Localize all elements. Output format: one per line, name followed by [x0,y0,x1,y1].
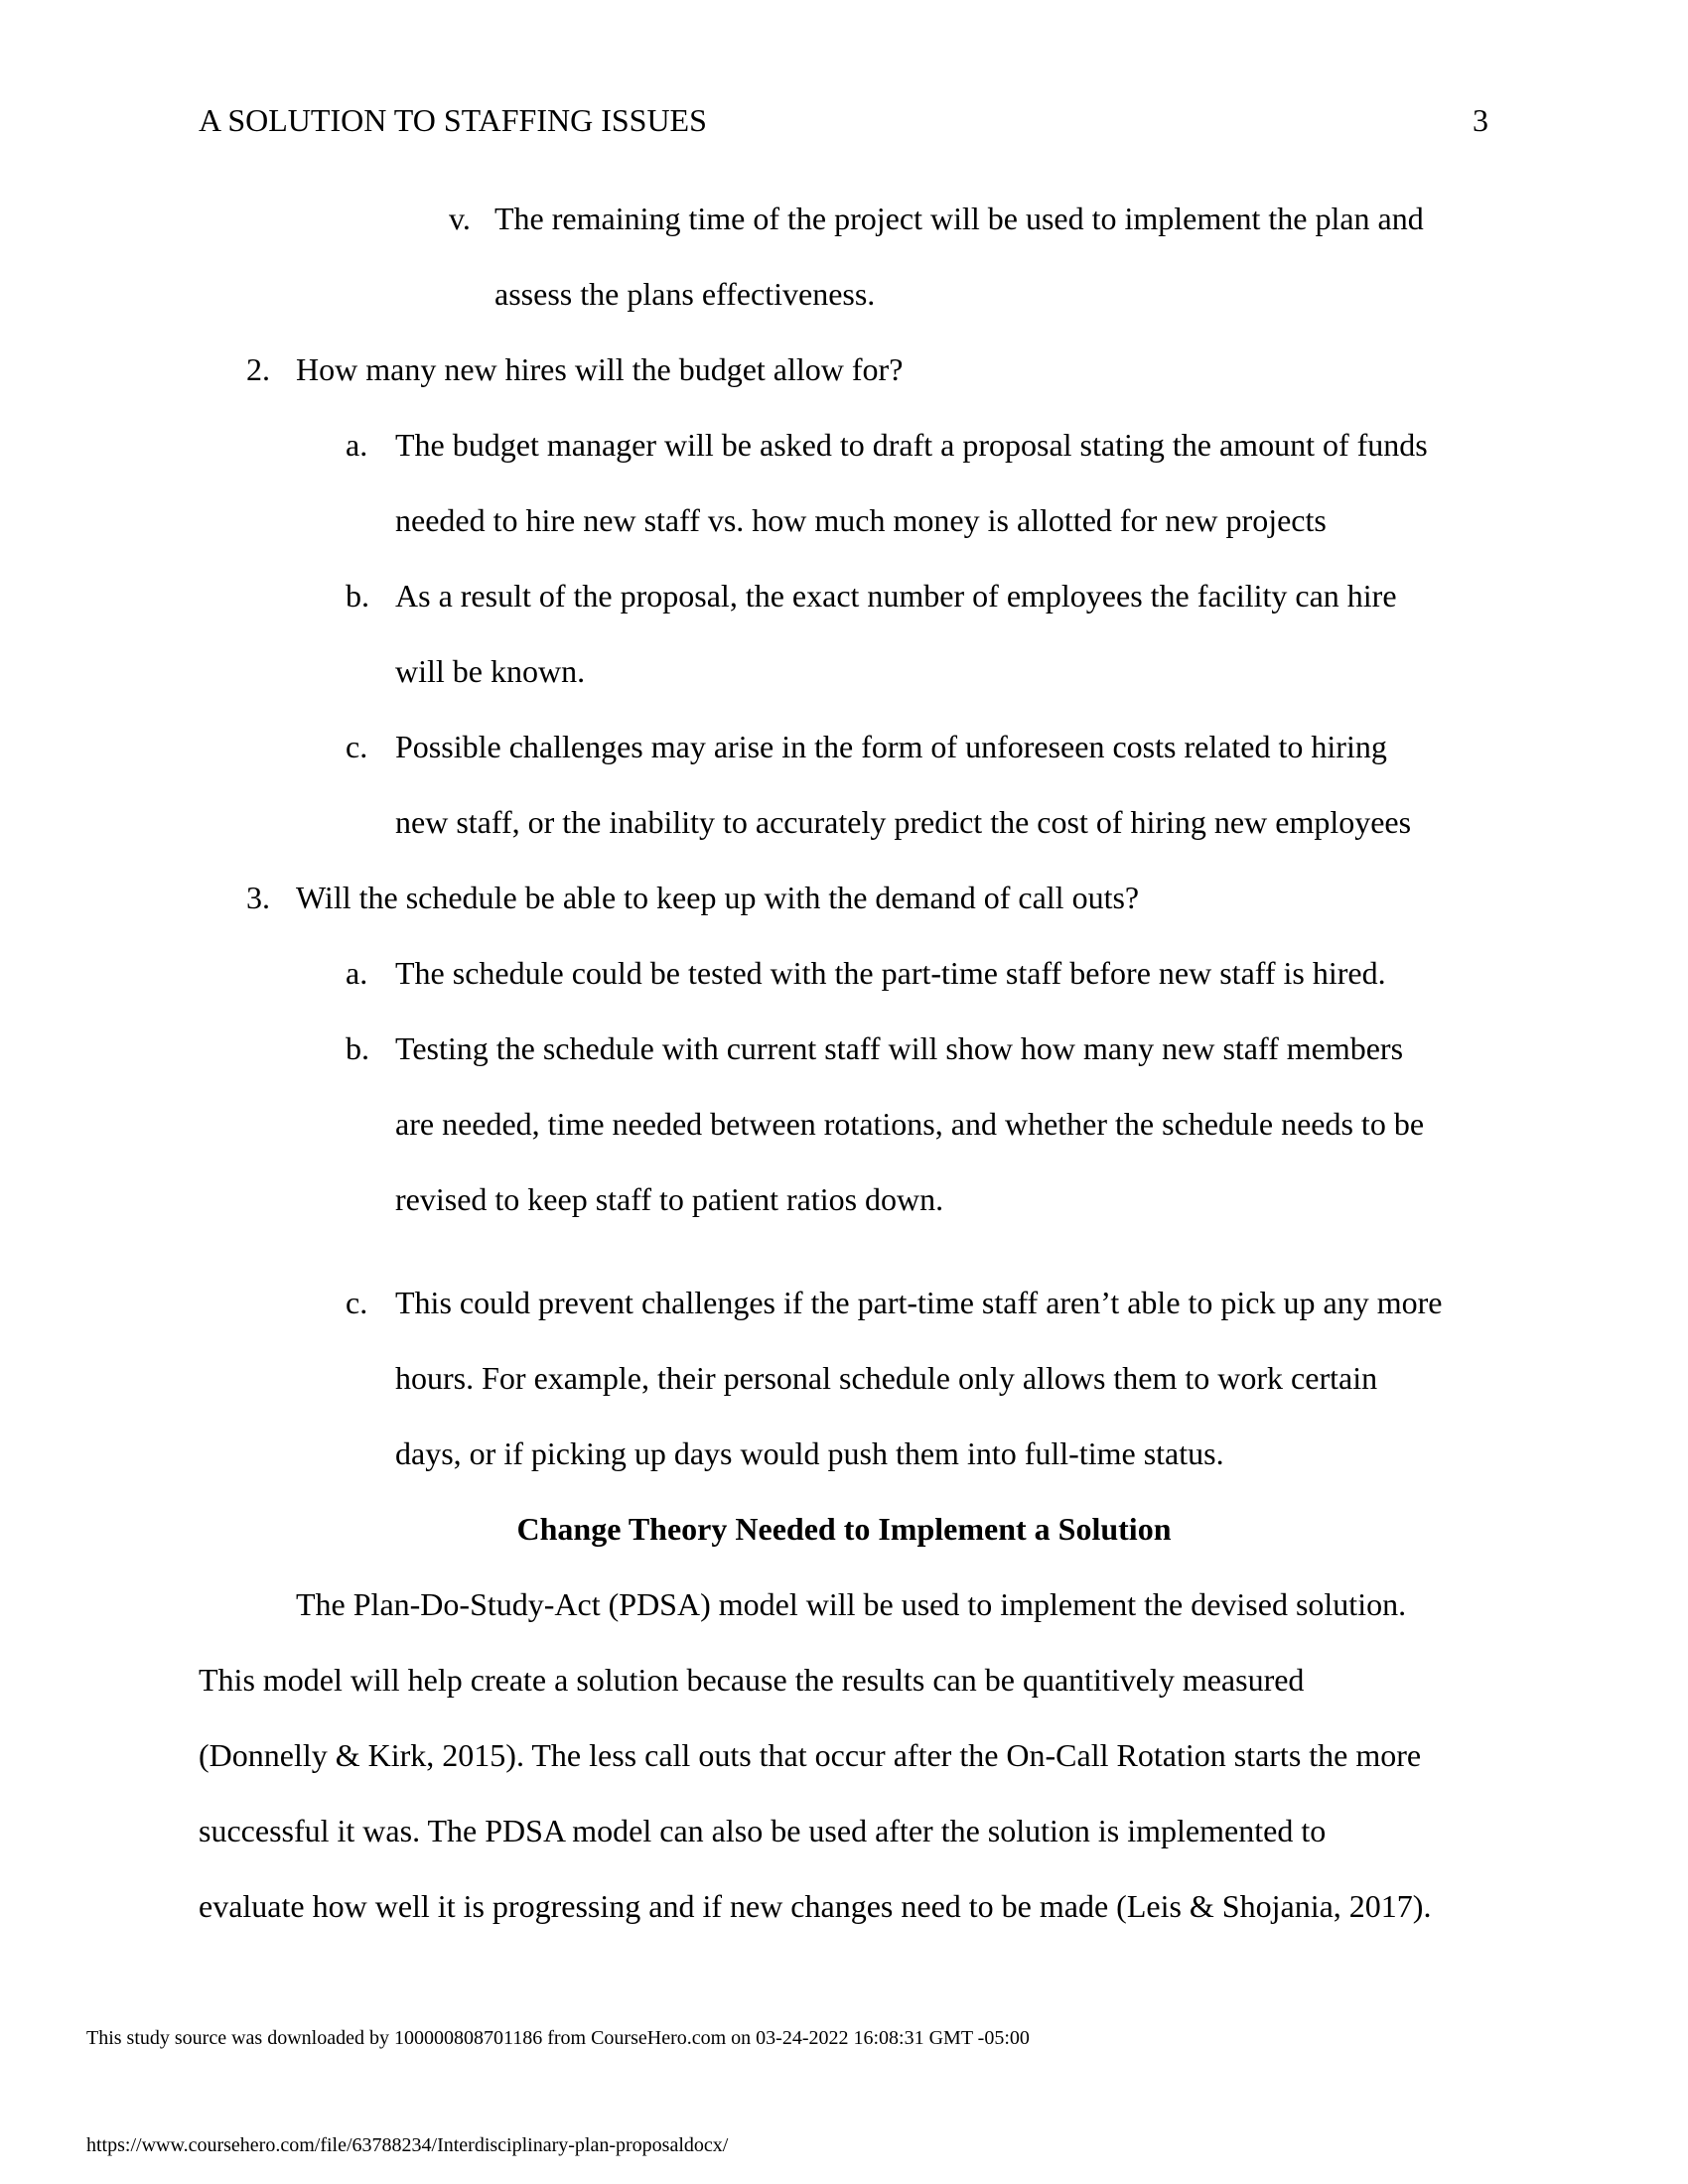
list-marker-2a: a. [346,427,368,463]
list-item-3b-line-2: are needed, time needed between rotations, and whether the schedule needs to be [395,1106,1425,1142]
source-url[interactable]: https://www.coursehero.com/file/63788234/Interdisciplinary-plan-proposaldocx/ [86,2134,729,2156]
list-marker-3b: b. [346,1030,369,1066]
question-2: How many new hires will the budget allow for? [296,351,904,387]
list-marker-2b: b. [346,578,369,614]
running-head: A SOLUTION TO STAFFING ISSUES [199,102,707,138]
list-marker-2c: c. [346,729,368,764]
paragraph-line-3: (Donnelly & Kirk, 2015). The less call outs that occur after the On-Call Rotation starts the more [199,1737,1422,1773]
list-item-3b-line-3: revised to keep staff to patient ratios down. [395,1181,944,1217]
list-item-v-line-2: assess the plans effectiveness. [494,276,876,312]
list-marker-v: v. [449,201,471,236]
list-item-2a-line-1: The budget manager will be asked to draft a proposal stating the amount of funds [395,427,1428,463]
list-item-3a-line-1: The schedule could be tested with the part-time staff before new staff is hired. [395,955,1386,991]
list-item-2b-line-1: As a result of the proposal, the exact number of employees the facility can hire [395,578,1397,614]
list-item-3c-line-2: hours. For example, their personal schedule only allows them to work certain [395,1360,1378,1396]
list-item-3c-line-1: This could prevent challenges if the part-time staff aren’t able to pick up any more [395,1285,1443,1320]
paragraph-line-1: The Plan-Do-Study-Act (PDSA) model will be used to implement the devised solution. [296,1586,1407,1622]
list-item-3c-line-3: days, or if picking up days would push them into full-time status. [395,1435,1224,1471]
list-marker-3a: a. [346,955,368,991]
paragraph-line-2: This model will help create a solution because the results can be quantitively measured [199,1662,1305,1698]
page-number: 3 [1473,102,1488,138]
list-item-3b-line-1: Testing the schedule with current staff will show how many new staff members [395,1030,1404,1066]
list-item-2a-line-2: needed to hire new staff vs. how much money is allotted for new projects [395,502,1327,538]
list-marker-2: 2. [246,351,270,387]
list-marker-3: 3. [246,880,270,915]
download-notice: This study source was downloaded by 100000808701186 from CourseHero.com on 03-24-2022 16:08:31 GMT -05:00 [86,2027,1030,2049]
list-marker-3c: c. [346,1285,368,1320]
list-item-2b-line-2: will be known. [395,653,586,689]
paragraph-line-4: successful it was. The PDSA model can also be used after the solution is implemented to [199,1813,1327,1848]
list-item-v-line-1: The remaining time of the project will be used to implement the plan and [494,201,1424,236]
list-item-2c-line-2: new staff, or the inability to accurately predict the cost of hiring new employees [395,804,1412,840]
question-3: Will the schedule be able to keep up with the demand of call outs? [296,880,1140,915]
list-item-2c-line-1: Possible challenges may arise in the form of unforeseen costs related to hiring [395,729,1387,764]
section-heading: Change Theory Needed to Implement a Solution [516,1511,1172,1547]
paragraph-line-5: evaluate how well it is progressing and if new changes need to be made (Leis & Shojania, 2017). [199,1888,1432,1924]
